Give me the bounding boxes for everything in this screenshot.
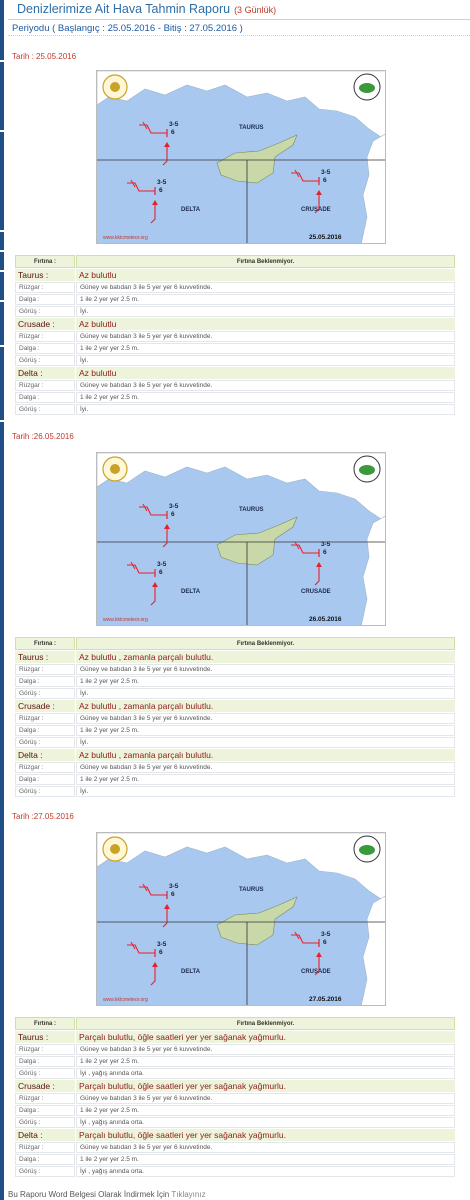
visibility-value: İyi.: [76, 688, 455, 699]
wind-range-label: 3-5: [169, 503, 179, 510]
visibility-value: İyi.: [76, 355, 455, 366]
rail-tick: [0, 420, 4, 422]
wind-value: Güney ve batıdan 3 ile 5 yer yer 6 kuvvetinde.: [76, 331, 455, 342]
wave-label: Dalga :: [15, 294, 75, 305]
wave-row: [15, 676, 455, 687]
footer-text: Bu Raporu Word Belgesi Olarak İndirmek İçin: [8, 1190, 170, 1199]
visibility-label: Görüş :: [15, 1117, 75, 1128]
wind-label: Rüzgar :: [15, 1142, 75, 1153]
wind-row: [15, 1093, 455, 1104]
footer: [8, 1190, 206, 1199]
wind-range-label: 3-5: [321, 931, 331, 938]
wave-row: [15, 294, 455, 305]
zone-sky-condition: Parçalı bulutlu, öğle saatleri yer yer sağanak yağmurlu.: [76, 1080, 455, 1092]
wind-label: Rüzgar :: [15, 1044, 75, 1055]
logo-island: [359, 465, 375, 475]
wind-force-label: 6: [159, 187, 163, 194]
zone-row: [15, 700, 455, 712]
forecast-date-label: Tarih :27.05.2016: [12, 812, 74, 821]
wave-value: 1 ile 2 yer yer 2.5 m.: [76, 1105, 455, 1116]
zone-name: Crusade :: [15, 1080, 75, 1092]
wind-force-label: 6: [171, 891, 175, 898]
zone-name: Taurus :: [15, 269, 75, 281]
visibility-value: İyi.: [76, 786, 455, 797]
wind-range-label: 3-5: [157, 561, 167, 568]
wind-label: Rüzgar :: [15, 664, 75, 675]
wind-label: Rüzgar :: [15, 762, 75, 773]
wind-row: [15, 1044, 455, 1055]
visibility-label: Görüş :: [15, 355, 75, 366]
wind-row: [15, 762, 455, 773]
wave-label: Dalga :: [15, 1105, 75, 1116]
wave-value: 1 ile 2 yer yer 2.5 m.: [76, 343, 455, 354]
map-date: 27.05.2016: [309, 996, 342, 1003]
wave-value: 1 ile 2 yer yer 2.5 m.: [76, 774, 455, 785]
region-label-taurus: TAURUS: [239, 125, 264, 131]
rail-tick: [0, 60, 4, 62]
rail-tick: [0, 130, 4, 132]
wind-value: Güney ve batıdan 3 ile 5 yer yer 6 kuvvetinde.: [76, 762, 455, 773]
visibility-row: [15, 404, 455, 415]
wind-range-label: 3-5: [321, 541, 331, 548]
zone-sky-condition: Az bulutlu , zamanla parçalı bulutlu.: [76, 651, 455, 663]
forecast-map: [96, 832, 386, 1006]
zone-row: [15, 318, 455, 330]
forecast-map-svg: [97, 71, 386, 244]
wind-force-label: 6: [159, 949, 163, 956]
wind-value: Güney ve batıdan 3 ile 5 yer yer 6 kuvvetinde.: [76, 1044, 455, 1055]
visibility-row: [15, 355, 455, 366]
wave-row: [15, 343, 455, 354]
wind-row: [15, 713, 455, 724]
map-website: www.kktcmeteor.org: [103, 617, 148, 623]
forecast-map-svg: [97, 453, 386, 626]
wind-label: Rüzgar :: [15, 331, 75, 342]
wind-value: Güney ve batıdan 3 ile 5 yer yer 6 kuvvetinde.: [76, 713, 455, 724]
zone-row: [15, 367, 455, 379]
region-label-crusade: CRUSADE: [301, 589, 331, 595]
wind-value: Güney ve batıdan 3 ile 5 yer yer 6 kuvvetinde.: [76, 380, 455, 391]
visibility-value: İyi , yağış anında orta.: [76, 1117, 455, 1128]
region-label-delta: DELTA: [181, 207, 201, 213]
day-forecast-section: [8, 50, 464, 420]
visibility-label: Görüş :: [15, 786, 75, 797]
visibility-row: [15, 737, 455, 748]
visibility-value: İyi , yağış anında orta.: [76, 1068, 455, 1079]
table-header-row: [15, 1017, 455, 1030]
wave-value: 1 ile 2 yer yer 2.5 m.: [76, 676, 455, 687]
wave-value: 1 ile 2 yer yer 2.5 m.: [76, 1154, 455, 1165]
emblem-center: [110, 464, 120, 474]
wave-row: [15, 725, 455, 736]
download-link[interactable]: Tıklayınız: [171, 1190, 206, 1199]
wind-value: Güney ve batıdan 3 ile 5 yer yer 6 kuvvetinde.: [76, 1093, 455, 1104]
zone-row: [15, 1031, 455, 1043]
title-row: [8, 0, 470, 20]
wave-label: Dalga :: [15, 774, 75, 785]
day-forecast-section: [8, 432, 464, 802]
zone-row: [15, 1129, 455, 1141]
wave-label: Dalga :: [15, 1056, 75, 1067]
visibility-row: [15, 1068, 455, 1079]
wind-row: [15, 331, 455, 342]
region-label-crusade: CRUSADE: [301, 207, 331, 213]
wind-force-label: 6: [171, 129, 175, 136]
wind-label: Rüzgar :: [15, 1093, 75, 1104]
header-storm-label: Fırtına :: [15, 255, 75, 268]
title-note: (3 Günlük): [234, 5, 277, 15]
wind-force-label: 6: [323, 939, 327, 946]
forecast-date-label: Tarih : 25.05.2016: [12, 52, 77, 61]
wind-range-label: 3-5: [169, 883, 179, 890]
visibility-label: Görüş :: [15, 1068, 75, 1079]
logo-island: [359, 83, 375, 93]
region-label-taurus: TAURUS: [239, 887, 264, 893]
wind-value: Güney ve batıdan 3 ile 5 yer yer 6 kuvvetinde.: [76, 282, 455, 293]
rail-tick: [0, 250, 4, 252]
wave-value: 1 ile 2 yer yer 2.5 m.: [76, 294, 455, 305]
wind-force-label: 6: [323, 177, 327, 184]
zone-name: Delta :: [15, 749, 75, 761]
map-date: 26.05.2016: [309, 616, 342, 623]
report-header: [8, 0, 470, 36]
header-storm-label: Fırtına :: [15, 637, 75, 650]
wind-label: Rüzgar :: [15, 282, 75, 293]
wave-value: 1 ile 2 yer yer 2.5 m.: [76, 392, 455, 403]
forecast-map: [96, 452, 386, 626]
wind-row: [15, 1142, 455, 1153]
table-header-row: [15, 637, 455, 650]
visibility-value: İyi.: [76, 737, 455, 748]
zone-name: Taurus :: [15, 1031, 75, 1043]
wind-force-label: 6: [171, 511, 175, 518]
wave-label: Dalga :: [15, 725, 75, 736]
zone-sky-condition: Az bulutlu , zamanla parçalı bulutlu.: [76, 749, 455, 761]
wind-value: Güney ve batıdan 3 ile 5 yer yer 6 kuvvetinde.: [76, 664, 455, 675]
period-label: Periyodu ( Başlangıç : 25.05.2016 - Bitiş : 27.05.2016 ): [8, 20, 470, 36]
header-storm-status: Fırtına Beklenmiyor.: [76, 1017, 455, 1030]
forecast-table: [14, 636, 456, 798]
wind-force-label: 6: [159, 569, 163, 576]
header-storm-status: Fırtına Beklenmiyor.: [76, 637, 455, 650]
emblem-center: [110, 844, 120, 854]
wind-force-label: 6: [323, 549, 327, 556]
zone-sky-condition: Az bulutlu: [76, 269, 455, 281]
zone-sky-condition: Az bulutlu: [76, 318, 455, 330]
zone-row: [15, 651, 455, 663]
map-website: www.kktcmeteor.org: [103, 235, 148, 241]
wave-row: [15, 1105, 455, 1116]
header-storm-status: Fırtına Beklenmiyor.: [76, 255, 455, 268]
zone-row: [15, 269, 455, 281]
header-storm-label: Fırtına :: [15, 1017, 75, 1030]
visibility-label: Görüş :: [15, 688, 75, 699]
wind-range-label: 3-5: [157, 179, 167, 186]
wave-label: Dalga :: [15, 1154, 75, 1165]
rail-tick: [0, 300, 4, 302]
wind-row: [15, 380, 455, 391]
zone-row: [15, 749, 455, 761]
wave-row: [15, 774, 455, 785]
page-title: Denizlerimize Ait Hava Tahmin Raporu: [17, 2, 231, 16]
wave-row: [15, 1154, 455, 1165]
wind-label: Rüzgar :: [15, 380, 75, 391]
emblem-center: [110, 82, 120, 92]
left-rail: [0, 0, 4, 1200]
wind-range-label: 3-5: [321, 169, 331, 176]
zone-sky-condition: Parçalı bulutlu, öğle saatleri yer yer sağanak yağmurlu.: [76, 1031, 455, 1043]
forecast-date-label: Tarih :26.05.2016: [12, 432, 74, 441]
visibility-row: [15, 688, 455, 699]
zone-name: Delta :: [15, 367, 75, 379]
zone-name: Crusade :: [15, 318, 75, 330]
wave-value: 1 ile 2 yer yer 2.5 m.: [76, 725, 455, 736]
forecast-table: [14, 1016, 456, 1178]
visibility-label: Görüş :: [15, 306, 75, 317]
wave-row: [15, 392, 455, 403]
visibility-value: İyi.: [76, 306, 455, 317]
region-label-delta: DELTA: [181, 589, 201, 595]
map-website: www.kktcmeteor.org: [103, 997, 148, 1003]
zone-name: Delta :: [15, 1129, 75, 1141]
visibility-value: İyi , yağış anında orta.: [76, 1166, 455, 1177]
forecast-map: [96, 70, 386, 244]
map-date: 25.05.2016: [309, 234, 342, 241]
visibility-row: [15, 1117, 455, 1128]
visibility-value: İyi.: [76, 404, 455, 415]
zone-sky-condition: Parçalı bulutlu, öğle saatleri yer yer sağanak yağmurlu.: [76, 1129, 455, 1141]
region-label-taurus: TAURUS: [239, 507, 264, 513]
rail-tick: [0, 345, 4, 347]
wind-label: Rüzgar :: [15, 713, 75, 724]
wind-row: [15, 664, 455, 675]
forecast-table: [14, 254, 456, 416]
region-label-crusade: CRUSADE: [301, 969, 331, 975]
visibility-row: [15, 1166, 455, 1177]
wave-label: Dalga :: [15, 343, 75, 354]
wave-value: 1 ile 2 yer yer 2.5 m.: [76, 1056, 455, 1067]
wind-row: [15, 282, 455, 293]
wave-row: [15, 1056, 455, 1067]
zone-row: [15, 1080, 455, 1092]
day-forecast-section: [8, 812, 464, 1182]
zone-sky-condition: Az bulutlu , zamanla parçalı bulutlu.: [76, 700, 455, 712]
visibility-row: [15, 786, 455, 797]
visibility-row: [15, 306, 455, 317]
visibility-label: Görüş :: [15, 737, 75, 748]
forecast-map-svg: [97, 833, 386, 1006]
rail-tick: [0, 270, 4, 272]
wave-label: Dalga :: [15, 392, 75, 403]
logo-island: [359, 845, 375, 855]
rail-tick: [0, 230, 4, 232]
wave-label: Dalga :: [15, 676, 75, 687]
zone-name: Taurus :: [15, 651, 75, 663]
wind-value: Güney ve batıdan 3 ile 5 yer yer 6 kuvvetinde.: [76, 1142, 455, 1153]
visibility-label: Görüş :: [15, 1166, 75, 1177]
region-label-delta: DELTA: [181, 969, 201, 975]
visibility-label: Görüş :: [15, 404, 75, 415]
zone-sky-condition: Az bulutlu: [76, 367, 455, 379]
wind-range-label: 3-5: [157, 941, 167, 948]
zone-name: Crusade :: [15, 700, 75, 712]
wind-range-label: 3-5: [169, 121, 179, 128]
table-header-row: [15, 255, 455, 268]
